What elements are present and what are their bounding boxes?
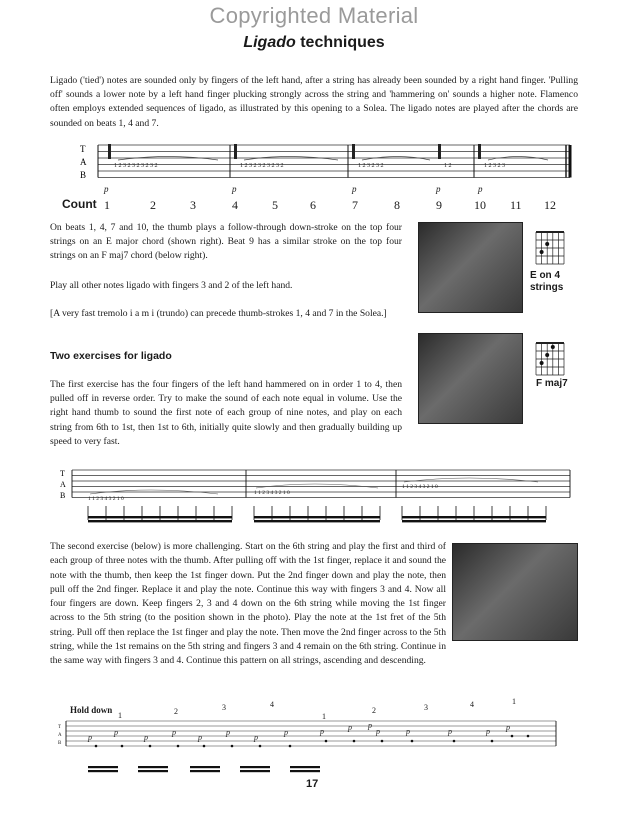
finger-number-8: 4 <box>470 700 474 709</box>
tremolo-note: [A very fast tremolo i a m i (trundo) can precede thumb-strokes 1, 4 and 7 in the Solea.] <box>50 308 387 319</box>
beats-paragraph: On beats 1, 4, 7 and 10, the thumb plays a follow-through down-stroke on the top four strings on an E major chord (shown right). Beat 9 has a similar stroke on the top four strings on an F maj7 chord (below right). <box>50 222 402 262</box>
svg-text:1 1 2 3 4 3 2 1 0: 1 1 2 3 4 3 2 1 0 <box>402 484 438 490</box>
count-row <box>58 186 578 216</box>
tab-letter-a: A <box>80 157 87 167</box>
svg-text:p: p <box>368 721 372 730</box>
svg-text:B: B <box>58 741 62 746</box>
tab2-letter-t: T <box>60 469 65 478</box>
count-label: Count <box>62 197 97 211</box>
beat-1: 1 <box>104 198 110 212</box>
beat-5: 5 <box>272 198 278 212</box>
exercise1-paragraph: The first exercise has the four fingers of the left hand hammered on in order 1 to 4, then pulled off in reverse order. Try to make the sound of each note equal in volume. Use the right hand thumb to sound the first note of each group of nine notes, and play on each string from 6th to 1st, then 1st to 6th, initially quite slowly and then gradually building up speed to very fast. <box>50 379 402 447</box>
svg-text:p: p <box>448 727 452 736</box>
svg-text:1 2 3 2 3 2: 1 2 3 2 3 2 <box>358 163 384 169</box>
tab2-letter-b: B <box>60 491 66 500</box>
svg-text:p: p <box>506 723 510 732</box>
play-paragraph: Play all other notes ligado with fingers 3 and 2 of the left hand. <box>50 280 293 291</box>
beat-10: 10 <box>474 198 486 212</box>
beat-11: 11 <box>510 198 522 212</box>
title-rest: techniques <box>295 34 385 51</box>
svg-text:1 2 3 2 3: 1 2 3 2 3 <box>484 163 505 169</box>
svg-text:1 1 2 3 4 3 2 1 0: 1 1 2 3 4 3 2 1 0 <box>88 496 124 502</box>
svg-text:p: p <box>198 733 202 742</box>
finger-number-4: 4 <box>270 700 274 709</box>
finger-number-3: 3 <box>222 703 226 712</box>
svg-text:p: p <box>376 727 380 736</box>
tab-letter-b: B <box>80 170 87 180</box>
svg-text:p: p <box>172 728 176 737</box>
photo-e-chord-hand <box>418 222 523 313</box>
svg-text:p: p <box>226 728 230 737</box>
chord-name-e-2: strings <box>530 282 564 293</box>
exercise2-paragraph: The second exercise (below) is more challenging. Start on the 6th string and play the first and third of each group of three notes with the thumb. After pulling off with the 1st finger, replace it and sound the note with the thumb, then keep the 1st finger down. Put the 2nd finger down and play the note, then pull off the 2nd finger. Replace it and play the note. Continue this way with fingers 3 and 4. Now all four fingers are down. Keep fingers 2, 3 and 4 down on the 6th string while moving the 1st finger across to the 5th string (to the position shown in the photo). Play the note at the 1st fret of the 5th string. Pull off then replace the 1st finger and play the note. Then move the 2nd finger across to the 5th string, while the 1st remains on the 5th string and fingers 3 and 4 remain on the 6th string. Continue in the same way with fingers 3 and 4. Continue this pattern on all strings, ascending and descending. <box>50 541 446 667</box>
svg-text:p: p <box>254 733 258 742</box>
svg-text:A: A <box>58 733 62 738</box>
beat-3: 3 <box>190 198 196 212</box>
beat-4: 4 <box>232 198 238 212</box>
svg-text:p: p <box>320 727 324 736</box>
chord-label-fmaj7: F maj7 <box>536 378 568 389</box>
tab-staff-solea <box>78 141 572 183</box>
page-title <box>0 34 628 52</box>
tab-staff-exercise1 <box>58 466 572 536</box>
p-marker-4: p <box>232 184 237 194</box>
beat-12: 12 <box>544 198 556 212</box>
svg-text:1 2: 1 2 <box>444 163 452 169</box>
svg-text:p: p <box>88 733 92 742</box>
beat-6: 6 <box>310 198 316 212</box>
photo-exercise2-hand <box>452 543 578 641</box>
svg-text:T: T <box>58 725 62 730</box>
beat-8: 8 <box>394 198 400 212</box>
svg-text:p: p <box>284 728 288 737</box>
svg-text:p: p <box>114 728 118 737</box>
p-marker-9: p <box>436 184 441 194</box>
svg-text:1 2 3 2 3 2 3 2 3 2: 1 2 3 2 3 2 3 2 3 2 <box>240 163 284 169</box>
beat-7: 7 <box>352 198 358 212</box>
svg-text:p: p <box>144 733 148 742</box>
p-marker-10: p <box>478 184 483 194</box>
watermark: Copyrighted Material <box>209 3 419 28</box>
svg-text:1 1 2 3 4 3 2 1 0: 1 1 2 3 4 3 2 1 0 <box>254 490 290 496</box>
title-italic: Ligado <box>243 34 296 51</box>
page-number: 17 <box>306 778 319 790</box>
svg-text:p: p <box>406 727 410 736</box>
section-heading: Two exercises for ligado <box>50 350 172 362</box>
beat-9: 9 <box>436 198 442 212</box>
chord-diagram-fmaj7 <box>530 335 570 377</box>
tab-letter-t: T <box>80 144 86 154</box>
tab-staff-exercise2 <box>58 718 572 778</box>
finger-number-1: 1 <box>118 711 122 720</box>
finger-number-9: 1 <box>512 697 516 706</box>
photo-fmaj7-hand <box>418 333 523 424</box>
intro-paragraph: Ligado ('tied') notes are sounded only by fingers of the left hand, after a string has already been sounded by a right hand finger. 'Pulling off' sounds a lower note by a left hand finger plucking strongly across the string and 'hammering on' sounds a higher note. Flamenco often employs extended sequences of ligado, as illustrated by this opening to a Solea. The ligado notes are played after the chords are sounded on beats 1, 4 and 7. <box>50 75 578 129</box>
finger-number-6: 2 <box>372 706 376 715</box>
chord-name-e: E on 4 <box>530 270 561 281</box>
beat-2: 2 <box>150 198 156 212</box>
chord-label-e <box>530 270 578 294</box>
p-marker-7: p <box>352 184 357 194</box>
finger-number-5: 1 <box>322 712 326 721</box>
tab2-letter-a: A <box>60 480 66 489</box>
svg-text:p: p <box>348 723 352 732</box>
hold-down-label: Hold down <box>70 705 113 715</box>
svg-text:p: p <box>486 727 490 736</box>
finger-number-2: 2 <box>174 707 178 716</box>
chord-diagram-e <box>530 224 570 266</box>
svg-text:1 2 3 2 3 2 3 2 3 2: 1 2 3 2 3 2 3 2 3 2 <box>114 163 158 169</box>
p-marker-1: p <box>104 184 109 194</box>
finger-number-7: 3 <box>424 703 428 712</box>
staff-lines <box>98 145 570 178</box>
